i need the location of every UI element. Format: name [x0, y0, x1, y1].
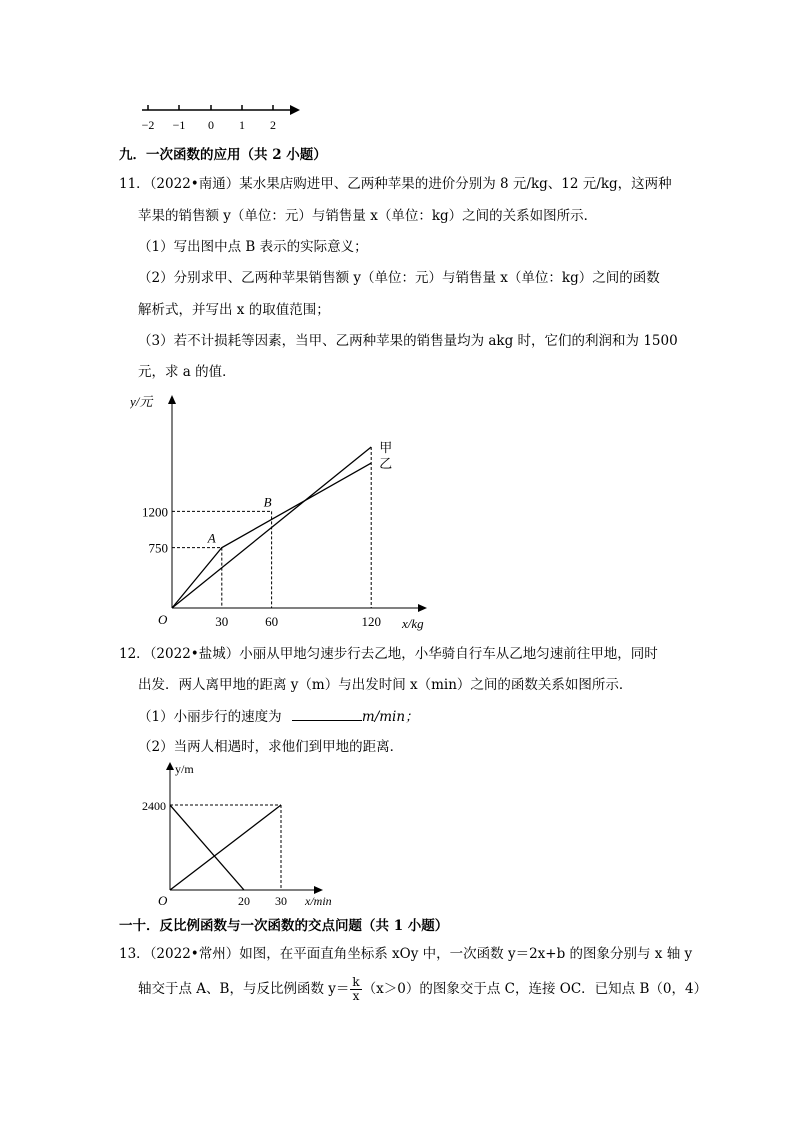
q13-line-2-a: 轴交于点 A、B，与反比例函数 y＝ — [138, 981, 350, 997]
fraction-k-over-x — [350, 976, 361, 1003]
q12-part-1-unit: m/min； — [361, 709, 419, 725]
q11-part-2b: 解析式，并写出 x 的取值范围； — [138, 302, 330, 318]
y-axis-arrow — [166, 762, 174, 770]
y-tick-label: 750 — [148, 540, 168, 556]
q11-line-2: 苹果的销售额 y（单位：元）与销售量 x（单位：kg）之间的关系如图所示． — [138, 208, 598, 224]
series-line — [172, 463, 371, 608]
origin-label: O — [158, 893, 168, 908]
series-label: 乙 — [379, 456, 393, 472]
q13-text: 如图，在平面直角坐标系 xOy 中，一次函数 y＝2x+b 的图象分别与 x 轴 y — [239, 946, 693, 962]
q11-part-3b: 元，求 a 的值． — [138, 364, 236, 380]
q11-text: 某水果店购进甲、乙两种苹果的进价分别为 8 元/kg、12 元/kg，这两种 — [239, 176, 672, 192]
q13-source: （2022•常州） — [149, 946, 240, 962]
series-line — [170, 805, 281, 890]
section-9-title: 九．一次函数的应用（共 2 小题） — [119, 147, 327, 163]
q11-part-3a: （3）若不计损耗等因素，当甲、乙两种苹果的销售量均为 akg 时，它们的利润和为 1500 — [138, 333, 678, 349]
origin-label: O — [158, 612, 168, 627]
q11-number: 11． — [119, 176, 150, 192]
x-tick-label: 60 — [265, 614, 279, 629]
x-axis-arrow — [418, 604, 427, 612]
number-line-tick: −2 — [141, 118, 155, 132]
q12-number: 12． — [119, 646, 150, 662]
section-10-title: 一十．反比例函数与一次函数的交点问题（共 1 小题） — [119, 918, 449, 934]
fraction-numerator: k — [352, 975, 360, 989]
q13-line-1 — [119, 944, 692, 964]
number-line-tick: −1 — [172, 118, 186, 132]
number-line-tick: 2 — [270, 118, 276, 132]
point-label: B — [263, 494, 272, 510]
q12-text: 小丽从甲地匀速步行去乙地，小华骑自行车从乙地匀速前往甲地，同时 — [239, 646, 658, 662]
x-tick-label: 30 — [215, 614, 229, 629]
q12-line-1 — [119, 644, 658, 664]
q13-number: 13． — [119, 946, 150, 962]
series-line — [170, 805, 244, 890]
y-tick-label: 1200 — [142, 504, 168, 520]
fraction-denominator: x — [352, 989, 360, 1003]
x-axis-label: x/kg — [402, 616, 424, 631]
number-line-tick: 0 — [208, 118, 214, 132]
point-label: A — [207, 530, 216, 546]
y-axis-label: y/m — [175, 762, 194, 776]
q11-part-1: （1）写出图中点 B 表示的实际意义； — [138, 239, 368, 255]
q12-part-1 — [138, 706, 419, 727]
series-label: 甲 — [379, 440, 393, 455]
number-line — [130, 98, 310, 134]
x-tick-label: 120 — [361, 614, 381, 629]
number-line-tick: 1 — [239, 118, 245, 132]
q12-part-1-text: （1）小丽步行的速度为 — [138, 709, 282, 725]
q11-part-2a: （2）分别求甲、乙两种苹果销售额 y（单位：元）与销售量 x（单位：kg）之间的函数 — [138, 270, 660, 286]
q11-line-1 — [119, 174, 672, 194]
x-axis-arrow — [314, 886, 323, 894]
q12-part-2: （2）当两人相遇时，求他们到甲地的距离． — [138, 739, 404, 755]
x-axis-label: x/min — [305, 894, 332, 908]
x-tick-label: 20 — [238, 894, 250, 908]
distance-chart — [130, 758, 350, 908]
q11-source: （2022•南通） — [149, 176, 240, 192]
sales-chart — [130, 390, 450, 635]
y-axis-arrow — [168, 395, 176, 404]
x-tick-label: 30 — [275, 894, 287, 908]
y-tick-label: 2400 — [142, 799, 166, 814]
q13-line-2-b: （x＞0）的图象交于点 C，连接 OC．已知点 B（0，4） — [362, 981, 708, 997]
q13-line-2 — [138, 976, 707, 1003]
q12-source: （2022•盐城） — [149, 646, 240, 662]
q12-line-2: 出发．两人离甲地的距离 y（m）与出发时间 x（min）之间的函数关系如图所示． — [138, 677, 633, 693]
answer-blank[interactable] — [292, 706, 362, 721]
y-axis-label: y/元 — [130, 394, 153, 409]
